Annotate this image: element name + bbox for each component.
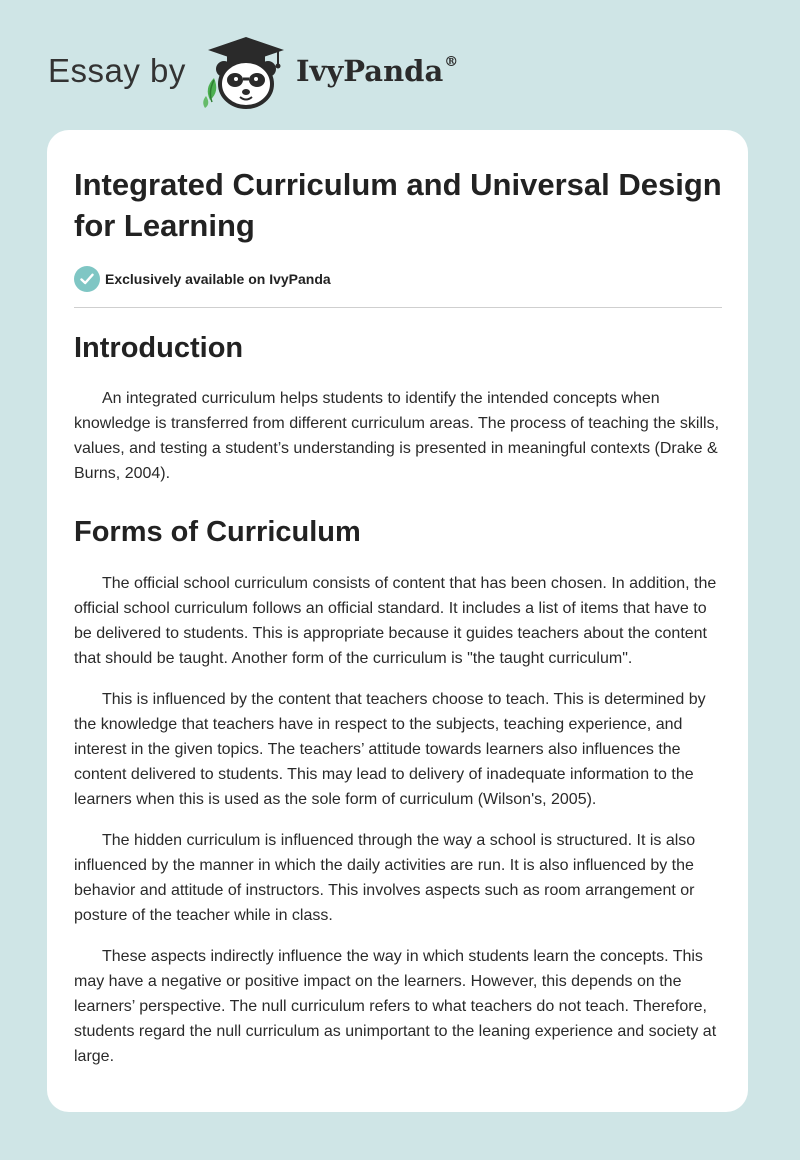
site-header [0,0,800,130]
brand-name-text: IvyPanda [296,54,444,88]
section-heading-forms-of-curriculum: Forms of Curriculum [74,516,361,548]
paragraph: The hidden curriculum is influenced through the way a school is structured. It is also influenced by the manner in which the daily activities are run. It is also influenced by the behavior and attitude of instructors. This involves aspects such as room arrangement or posture of the teacher while in class. [74,832,696,924]
section-heading-introduction: Introduction [74,332,244,364]
essay-card [47,130,748,1112]
paragraph: This is influenced by the content that teachers choose to teach. This is determined by the knowledge that teachers have in respect to the subjects, teaching experience, and interest in the given topics. The teachers’ attitude towards learners also influences the content delivered to students. This may lead to delivery of inadequate information to the learners when this is used as the sole form of curriculum (Wilson's, 2005). [74,691,706,808]
divider [74,307,722,308]
paragraph: An integrated curriculum helps students to identify the intended concepts when knowledge is transferred from different curriculum areas. The process of teaching the skills, values, and testing a student’s understanding is presented in meaningful contexts (Drake & Burns, 2004). [74,390,720,482]
paragraph: The official school curriculum consists of content that has been chosen. In addition, the official school curriculum follows an official standard. It includes a list of items that have to be delivered to students. This is appropriate because it guides teachers about the content that should be taught. Another form of the curriculum is "the taught curriculum". [74,575,717,667]
exclusive-badge-text: Exclusively available on IvyPanda [105,271,331,287]
check-icon [74,266,100,292]
brand-name[interactable] [296,54,458,88]
paragraph: These aspects indirectly influence the way in which students learn the concepts. This may have a negative or positive impact on the learners. However, this depends on the learners’ perspective. The null curriculum refers to what teachers do not teach. Therefore, students regard the null curriculum as unimportant to the leaning experience and society at large. [74,948,717,1065]
registered-mark: ® [444,54,459,71]
ivypanda-logo-icon[interactable] [200,34,292,110]
exclusive-badge [74,266,722,292]
essay-by-label: Essay by [48,52,186,89]
page-title: Integrated Curriculum and Universal Design for Learning [74,167,722,243]
